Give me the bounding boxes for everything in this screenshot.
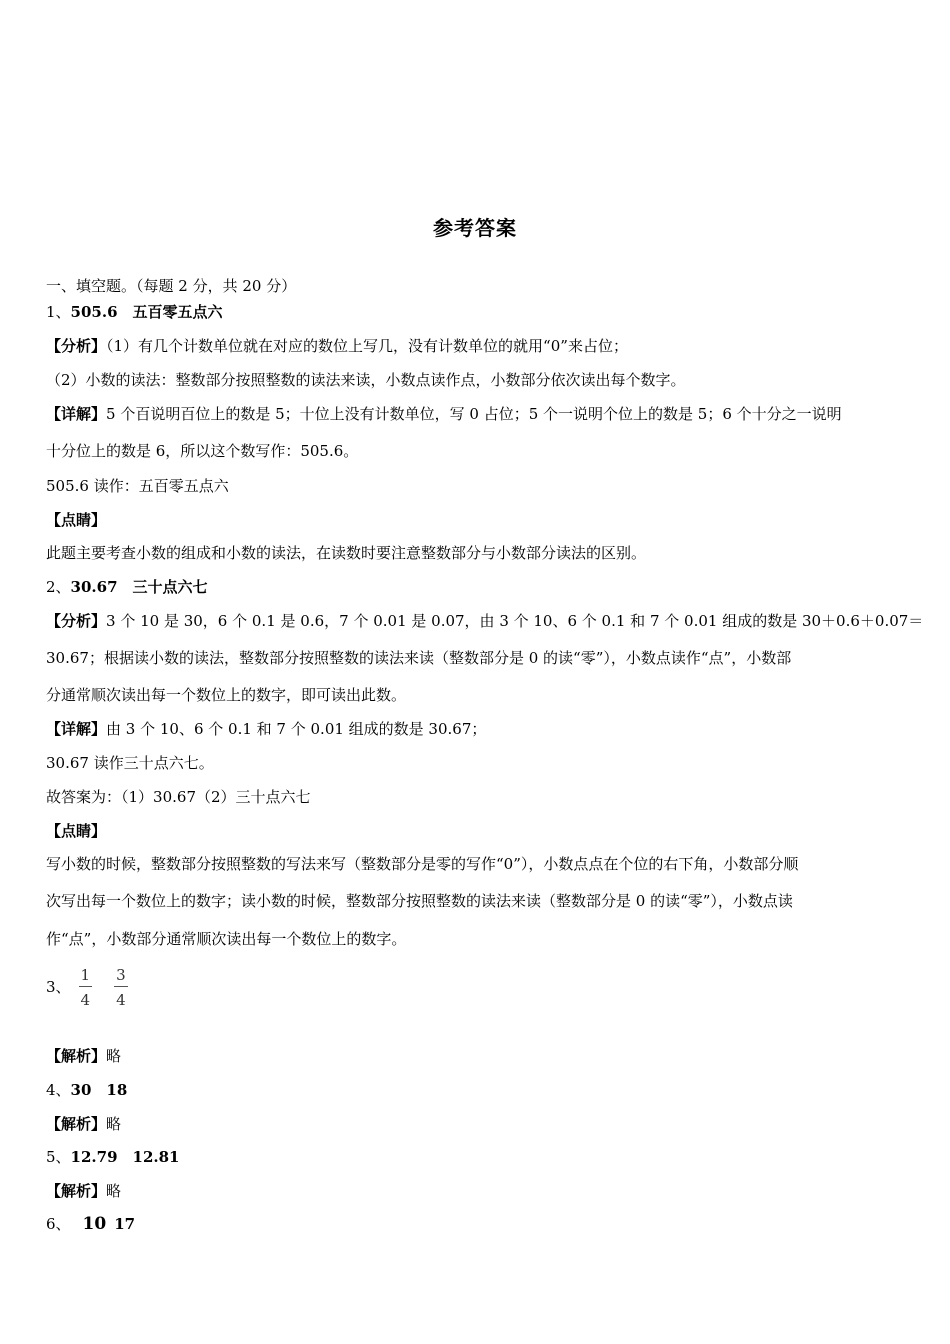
q3-answer-line (46, 960, 908, 1012)
q1-analysis-text-2: （2）小数的读法：整数部分按照整数的读法来读，小数点读作点，小数部分依次读出每个数字。 (46, 371, 686, 389)
q5-answer: 12.79 12.81 (70, 1148, 180, 1166)
section-heading (46, 276, 908, 296)
q6-answer-1: 10 (82, 1214, 107, 1234)
q2-analysis-text-1: 3 个 10 是 30，6 个 0.1 是 0.6，7 个 0.01 是 0.07，由 3 个 10、6 个 0.1 和 7 个 0.01 组成的数是 30＋0.6＋0.07＝ (106, 612, 924, 630)
q2-analysis-line-2: 30.67；根据读小数的读法，整数部分按照整数的读法来读（整数部分是 0 的读“零”），小数点读作“点”，小数部 (46, 649, 792, 667)
q2-detail-line-1 (46, 719, 908, 739)
q2-tip-line-2: 次写出每一个数位上的数字；读小数的时候，整数部分按照整数的读法来读（整数部分是 0 的读“零”），小数点读 (46, 892, 793, 910)
q2-analysis-line-3: 分通常顺次读出每一个数位上的数字，即可读出此数。 (46, 686, 407, 704)
page-title: 参考答案 (433, 216, 517, 240)
q1-detail-line-3 (46, 476, 908, 496)
q1-detail-text-2: 十分位上的数是 6，所以这个数写作：505.6。 (46, 442, 359, 460)
q2-detail-tag: 【详解】 (46, 720, 107, 738)
q1-detail-tag: 【详解】 (46, 405, 107, 423)
q3-fraction-2-numerator: 3 (114, 966, 128, 987)
q3-fraction-1-numerator: 1 (79, 966, 93, 987)
q3-fraction-1-denominator: 4 (80, 990, 91, 1009)
q2-detail-line-2: 30.67 读作三十点六七。 (46, 754, 214, 772)
q2-number: 2、 (46, 578, 71, 596)
q2-detail-line-3: 故答案为：（1）30.67（2）三十点六七 (46, 788, 311, 806)
q5-analysis-line (46, 1181, 908, 1201)
q2-tip-line-1: 写小数的时候，整数部分按照整数的写法来写（整数部分是零的写作“0”），小数点点在个位的右下角，小数部分顺 (46, 855, 799, 873)
q3-analysis-tag: 【解析】 (46, 1047, 107, 1065)
q4-analysis-tag: 【解析】 (46, 1115, 107, 1133)
q1-number: 1、 (46, 303, 71, 321)
q1-analysis-line-1 (46, 336, 908, 356)
q2-answer: 30.67 三十点六七 (70, 578, 208, 596)
q4-analysis-line (46, 1114, 908, 1134)
q6-answer-line (46, 1214, 908, 1234)
q3-analysis-text: 略 (106, 1047, 122, 1065)
q1-detail-line-2 (46, 441, 908, 461)
q3-fraction-2 (114, 966, 128, 1009)
q1-answer-line (46, 302, 908, 322)
q5-number: 5、 (46, 1148, 71, 1166)
q1-detail-line-1 (46, 404, 908, 424)
q3-fraction-2-denominator: 4 (116, 990, 126, 1009)
q1-analysis-tag: 【分析】 (46, 337, 107, 355)
q1-answer: 505.6 五百零五点六 (70, 303, 223, 321)
q4-analysis-text: 略 (106, 1115, 122, 1133)
q3-analysis-line (46, 1046, 908, 1066)
q2-tip-line-3: 作“点”，小数部分通常顺次读出每一个数位上的数字。 (46, 930, 407, 948)
q4-answer: 30 18 (70, 1081, 128, 1099)
q1-detail-text-3: 505.6 读作：五百零五点六 (46, 477, 229, 495)
q2-tip-tag: 【点睛】 (46, 822, 107, 840)
q2-analysis-line-1 (46, 611, 924, 631)
q5-answer-line (46, 1147, 908, 1167)
q1-analysis-line-2 (46, 370, 908, 390)
q5-analysis-tag: 【解析】 (46, 1182, 107, 1200)
q1-tip-line-1: 此题主要考查小数的组成和小数的读法，在读数时要注意整数部分与小数部分读法的区别。 (46, 544, 647, 562)
q1-tip-tag: 【点睛】 (46, 511, 107, 529)
q2-answer-line (46, 577, 908, 597)
q3-number: 3、 (46, 978, 71, 996)
q2-detail-text-1: 由 3 个 10、6 个 0.1 和 7 个 0.01 组成的数是 30.67； (106, 720, 487, 738)
q6-number: 6、 (46, 1215, 71, 1233)
q3-fraction-1 (79, 966, 93, 1009)
q1-detail-text-1: 5 个百说明百位上的数是 5；十位上没有计数单位，写 0 占位；5 个一说明个位上的数是 5；6 个十分之一说明 (106, 405, 842, 423)
q5-analysis-text: 略 (106, 1182, 122, 1200)
section-heading-text: 一、填空题。（每题 2 分，共 20 分） (46, 277, 297, 295)
q4-number: 4、 (46, 1081, 71, 1099)
q1-analysis-text-1: （1）有几个计数单位就在对应的数位上写几，没有计数单位的就用“0”来占位； (106, 337, 628, 355)
q6-answer-2: 17 (114, 1215, 136, 1233)
q2-analysis-tag: 【分析】 (46, 612, 107, 630)
q4-answer-line (46, 1080, 908, 1100)
